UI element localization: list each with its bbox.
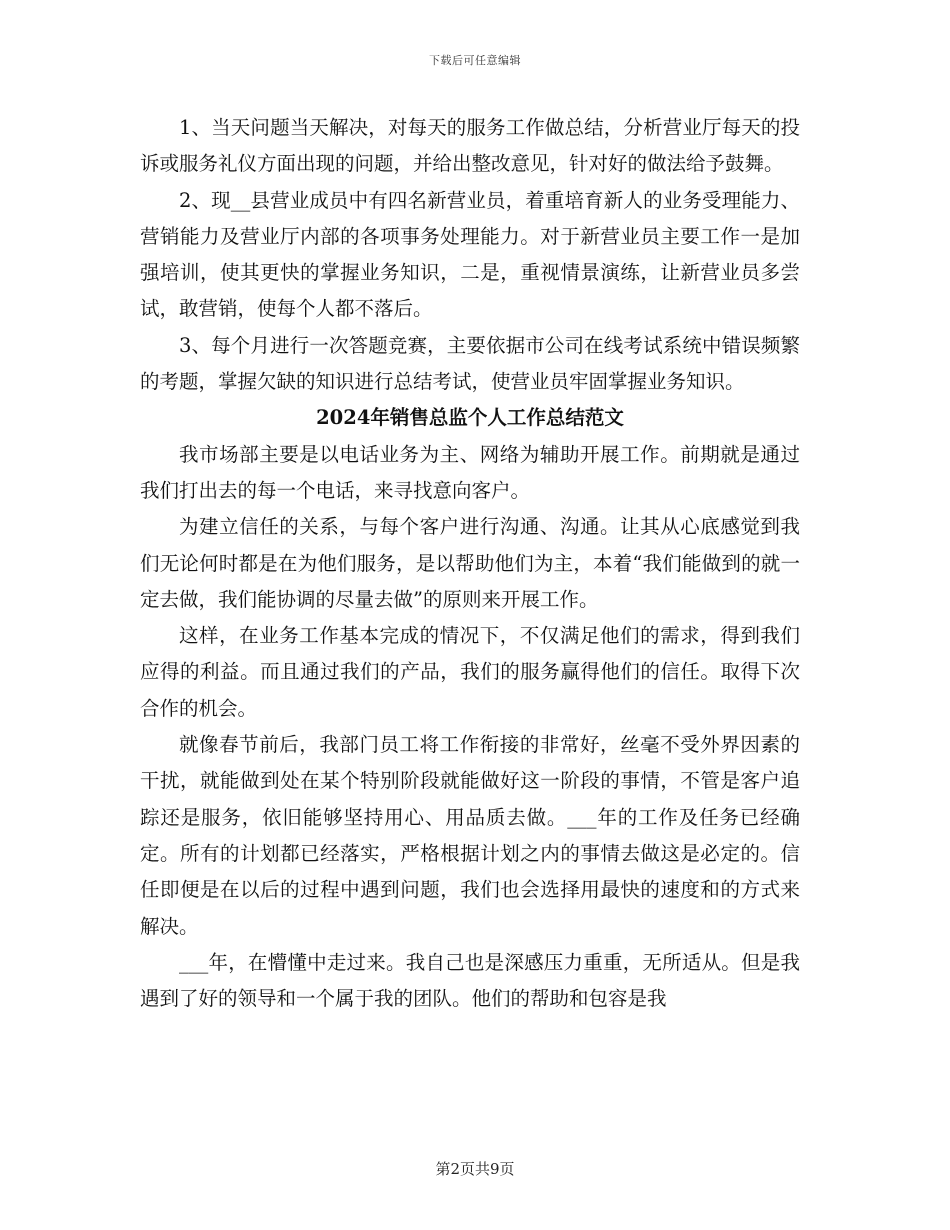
- paragraph: ___年，在懵懂中走过来。我自己也是深感压力重重，无所适从。但是我遇到了好的领导和一个属于我的团队。他们的帮助和包容是我: [140, 950, 800, 1011]
- paragraph: 3、每个月进行一次答题竞赛，主要依据市公司在线考试系统中错误频繁的考题，掌握欠缺的知识进行总结考试，使营业员牢固掌握业务知识。: [140, 333, 800, 394]
- paragraph: 2、现__县营业成员中有四名新营业员，着重培育新人的业务受理能力、营销能力及营业厅内部的各项事务处理能力。对于新营业员主要工作一是加强培训，使其更快的掌握业务知识，二是，重视情景演练，让新营业员多尝试，敢营销，使每个人都不落后。: [140, 188, 800, 321]
- section-title: 2024年销售总监个人工作总结范文: [316, 406, 624, 430]
- document-body: [140, 110, 800, 1017]
- paragraph: 为建立信任的关系，与每个客户进行沟通、沟通。让其从心底感觉到我们无论何时都是在为他们服务，是以帮助他们为主，本着“我们能做到的就一定去做，我们能协调的尽量去做”的原则来开展工作。: [140, 515, 800, 611]
- paragraph: 我市场部主要是以电话业务为主、网络为辅助开展工作。前期就是通过我们打出去的每一个电话，来寻找意向客户。: [140, 442, 800, 502]
- paragraph: 这样，在业务工作基本完成的情况下，不仅满足他们的需求，得到我们应得的利益。而且通过我们的产品，我们的服务赢得他们的信任。取得下次合作的机会。: [140, 624, 800, 720]
- page-header: 下载后可任意编辑: [429, 54, 521, 67]
- paragraph: 就像春节前后，我部门员工将工作衔接的非常好，丝毫不受外界因素的干扰，就能做到处在某个特别阶段就能做好这一阶段的事情，不管是客户追踪还是服务，依旧能够坚持用心、用品质去做。___年的工作及任务已经确定。所有的计划都已经落实，严格根据计划之内的事情去做这是必定的。信任即便是在以后的过程中遇到问题，我们也会选择用最快的速度和的方式来解决。: [140, 733, 800, 938]
- page-number: 第2页共9页: [435, 1160, 515, 1178]
- paragraph: 1、当天问题当天解决，对每天的服务工作做总结，分析营业厅每天的投诉或服务礼仪方面出现的问题，并给出整改意见，针对好的做法给予鼓舞。: [140, 116, 800, 176]
